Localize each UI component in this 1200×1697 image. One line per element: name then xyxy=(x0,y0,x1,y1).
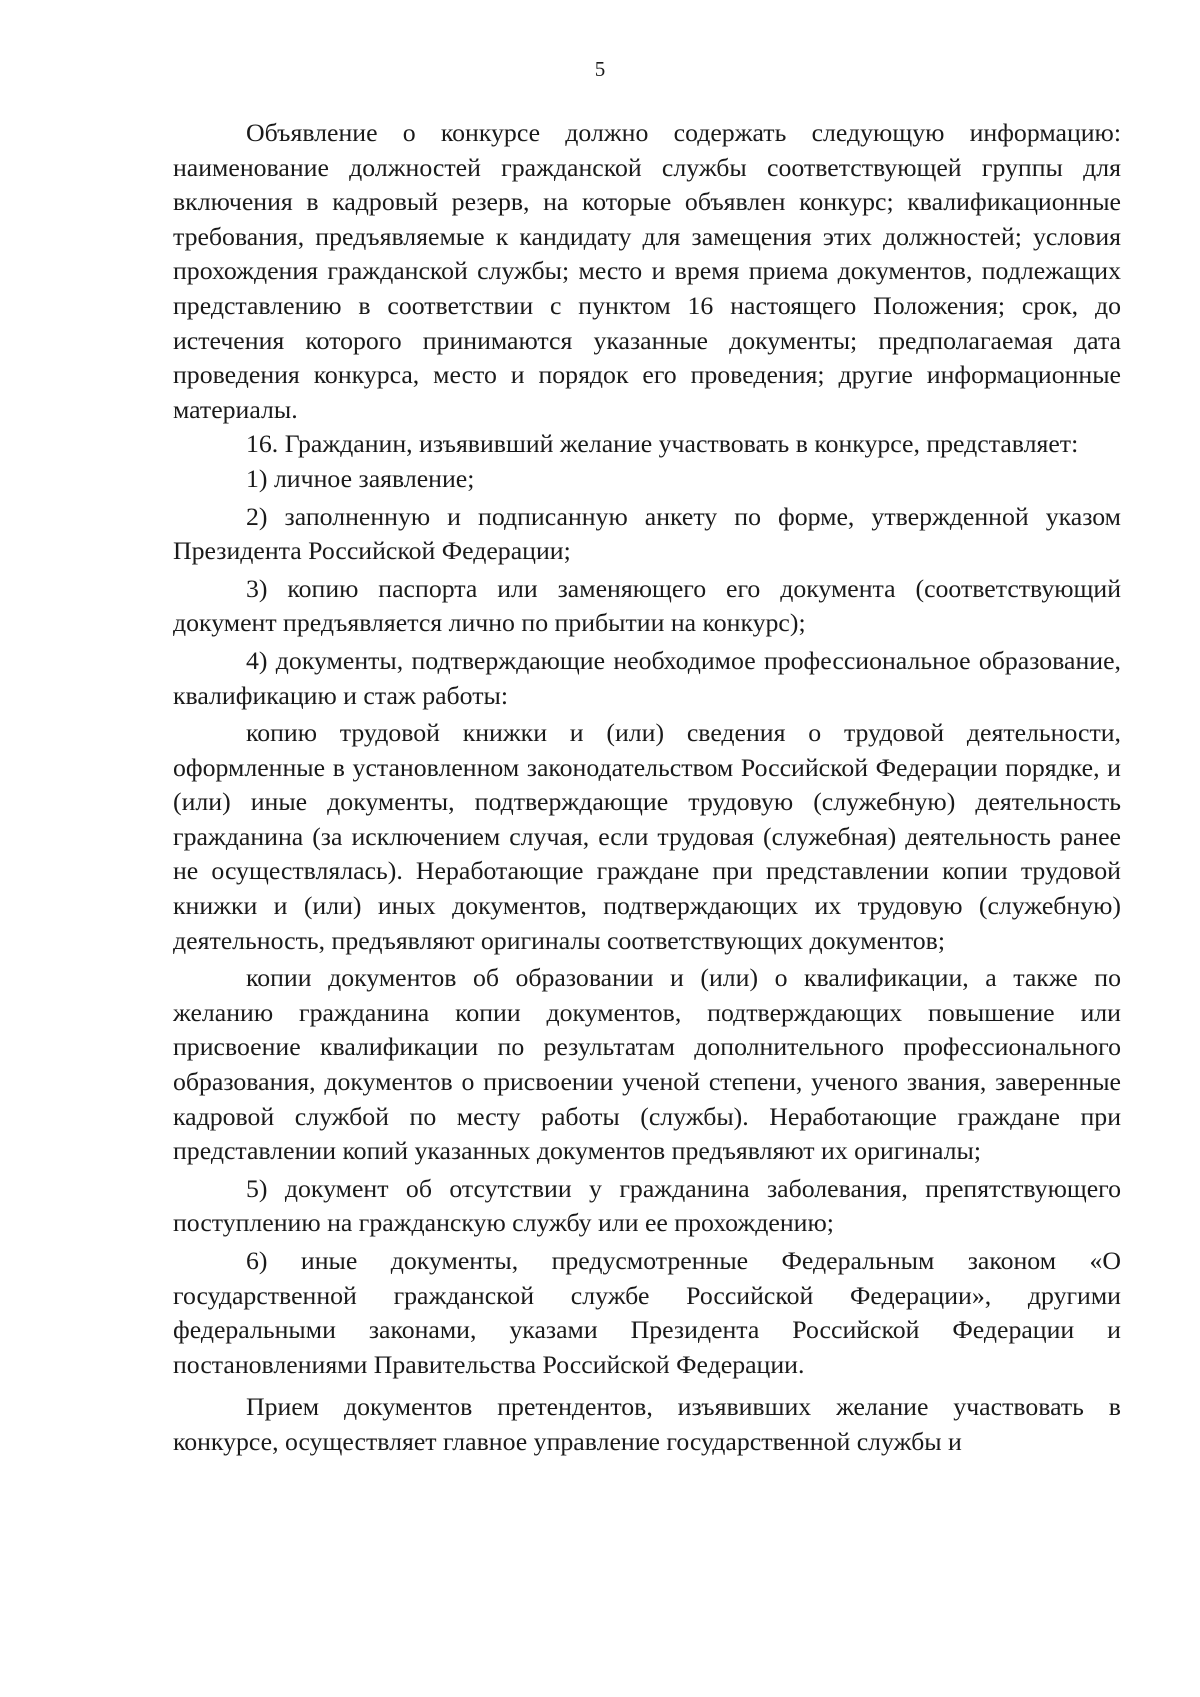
paragraph-education-copies: копии документов об образовании и (или) о квалификации, а также по желанию гражданина копии документов, подтверждающих повышение или присвоение квалификации по результатам дополнительного профессионального образования, документов о присвоении ученой степени, ученого звания, заверенные кадровой службой по месту работы (службы). Неработающие граждане при представлении копий указанных документов предъявляют их оригиналы; xyxy=(173,963,1121,1166)
paragraph-other-documents: 6) иные документы, предусмотренные Федеральным законом «О государственной гражданской службе Российской Федерации», другими федеральными законами, указами Президента Российской Федерации и постановлениями Правительства Российской Федерации. xyxy=(173,1246,1121,1379)
document-body xyxy=(173,116,1121,1460)
paragraph-passport-copy: 3) копию паспорта или заменяющего его документа (соответствующий документ предъявляется лично по прибытии на конкурс); xyxy=(173,573,1121,638)
paragraph-education-documents: 4) документы, подтверждающие необходимое профессиональное образование, квалификацию и стаж работы: xyxy=(173,645,1121,710)
paragraph-announcement-contents: Объявление о конкурсе должно содержать следующую информацию: наименование должностей гражданской службы соответствующей группы для включения в кадровый резерв, на которые объявлен конкурс; квалификационные требования, предъявляемые к кандидату для замещения этих должностей; условия прохождения гражданской службы; место и время приема документов, подлежащих представлению в соответствии с пунктом 16 настоящего Положения; срок, до истечения которого принимаются указанные документы; предполагаемая дата проведения конкурса, место и порядок его проведения; другие информационные материалы. xyxy=(173,118,1121,424)
paragraph-employment-record: копию трудовой книжки и (или) сведения о трудовой деятельности, оформленные в установленном законодательством Российской Федерации порядке, и (или) иные документы, подтверждающие трудовую (служебную) деятельность гражданина (за исключением случая, если трудовая (служебная) деятельность ранее не осуществлялась). Неработающие граждане при представлении копии трудовой книжки и (или) иных документов, подтверждающих их трудовую (служебную) деятельность, предъявляют оригиналы соответствующих документов; xyxy=(173,718,1121,955)
paragraph-item-16: 16. Гражданин, изъявивший желание участвовать в конкурсе, представляет: xyxy=(246,429,1079,459)
paragraph-document-reception: Прием документов претендентов, изъявивших желание участвовать в конкурсе, осуществляет главное управление государственной службы и xyxy=(173,1392,1121,1456)
paragraph-medical-certificate: 5) документ об отсутствии у гражданина заболевания, препятствующего поступлению на гражданскую службу или ее прохождению; xyxy=(173,1173,1121,1238)
page-number: 5 xyxy=(594,57,606,81)
paragraph-questionnaire: 2) заполненную и подписанную анкету по форме, утвержденной указом Президента Российской Федерации; xyxy=(173,501,1121,566)
paragraph-personal-application: 1) личное заявление; xyxy=(246,463,475,493)
